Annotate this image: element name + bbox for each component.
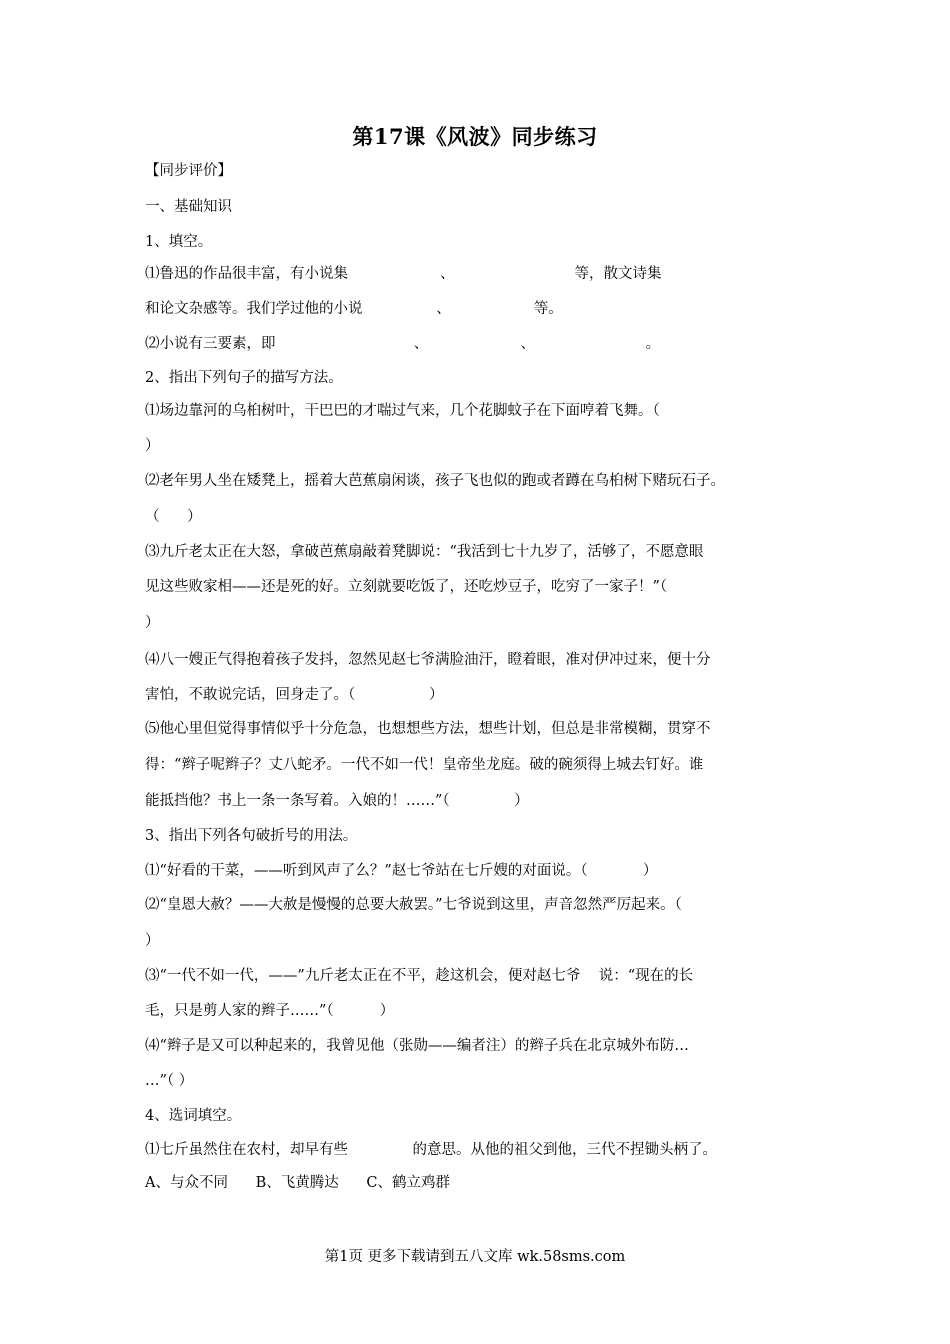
- question-text: …”（ ）: [145, 1073, 194, 1089]
- question-text: ）: [145, 438, 160, 454]
- question-text: ⑶“一代不如一代，——”九斤老太正在不平，趁这机会，便对赵七爷 说：“现在的长: [145, 968, 694, 984]
- answer-options: A、与众不同 B、飞黄腾达 C、鹤立鸡群: [145, 1175, 451, 1191]
- question-text: ⑴“好看的干菜，——听到风声了么？”赵七爷站在七斤嫂的对面说。（ ）: [145, 863, 658, 879]
- question-text: ⑴七斤虽然住在农村，却早有些 的意思。从他的祖父到他，三代不捏锄头柄了。: [145, 1142, 718, 1158]
- question-text: 见这些败家相——还是死的好。立刻就要吃饭了，还吃炒豆子，吃穷了一家子！”（: [145, 579, 668, 595]
- question-text: 得：“辫子呢辫子？丈八蛇矛。一代不如一代！皇帝坐龙庭。破的碗须得上城去钉好。谁: [145, 757, 704, 773]
- question-text: ⑷“辫子是又可以种起来的，我曾见他（张勋——编者注）的辫子兵在北京城外布防…: [145, 1038, 689, 1054]
- question-heading: 3、指出下列各句破折号的用法。: [145, 828, 358, 844]
- question-heading: 1、填空。: [145, 234, 213, 250]
- question-text: ⑶九斤老太正在大怒，拿破芭蕉扇敲着凳脚说：“我活到七十九岁了，活够了，不愿意眼: [145, 544, 704, 560]
- question-heading: 4、选词填空。: [145, 1108, 242, 1124]
- question-text: ）: [145, 615, 160, 631]
- question-text: （ ）: [145, 509, 202, 525]
- question-text: 能抵挡他？书上一条一条写着。入娘的！……”（ ）: [145, 793, 529, 809]
- question-text: ⑴场边靠河的乌桕树叶，干巴巴的才喘过气来，几个花脚蚊子在下面哼着飞舞。（: [145, 403, 660, 419]
- page-footer: 第1页 更多下载请到五八文库 wk.58sms.com: [324, 1249, 626, 1265]
- question-heading: 2、指出下列句子的描写方法。: [145, 370, 343, 386]
- section-heading: 一、基础知识: [145, 199, 232, 215]
- question-text: ⑵小说有三要素，即 、 、 。: [145, 336, 661, 352]
- question-text: ⑵“皇恩大赦？——大赦是慢慢的总要大赦罢。”七爷说到这里，声音忽然严厉起来。（: [145, 897, 682, 913]
- question-text: 和论文杂感等。我们学过他的小说 、 等。: [145, 301, 563, 317]
- question-text: ）: [145, 933, 160, 949]
- question-text: ⑸他心里但觉得事情似乎十分危急，也想想些方法，想些计划，但总是非常模糊，贯穿不: [145, 721, 711, 737]
- question-text: 毛，只是剪人家的辫子……”（ ）: [145, 1003, 395, 1019]
- section-header: 【同步评价】: [145, 163, 232, 179]
- question-text: ⑴鲁迅的作品很丰富，有小说集 、 等，散文诗集: [145, 266, 662, 282]
- question-text: 害怕，不敢说完话，回身走了。（ ）: [145, 687, 444, 703]
- page-title: 第17课《风波》同步练习: [352, 124, 598, 149]
- question-text: ⑷八一嫂正气得抱着孩子发抖，忽然见赵七爷满脸油汗，瞪着眼，准对伊冲过来，便十分: [145, 652, 711, 668]
- question-text: ⑵老年男人坐在矮凳上，摇着大芭蕉扇闲谈，孩子飞也似的跑或者蹲在乌桕树下赌玩石子。: [145, 473, 725, 489]
